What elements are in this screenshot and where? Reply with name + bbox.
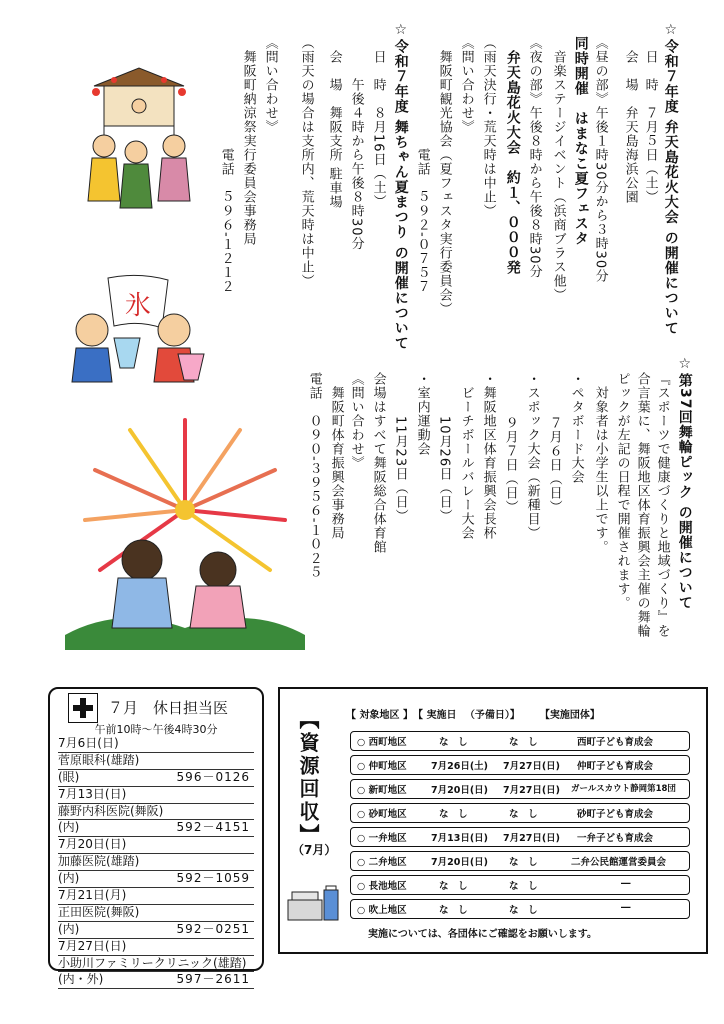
maiwa-title: ☆第37回舞輪ピック の開催について xyxy=(676,356,693,611)
resource-collection-month: （7月） xyxy=(292,843,337,857)
maiwa-inquiry-label: 《問い合わせ》 xyxy=(348,372,364,470)
bentenjima-night-part: 《夜の部》午後８時から午後８時30分 xyxy=(526,36,542,279)
holiday-doctors-list xyxy=(58,736,254,989)
resource-collection-title: 【資源回収】 xyxy=(296,709,320,847)
clinic-row: 7月20日(日) xyxy=(58,837,254,854)
resource-collection-box xyxy=(278,687,708,954)
collection-row: ○ 二弁地区 7月20日(日) な し 二弁公民館運営委員会 xyxy=(350,851,690,871)
clinic-row: (眼) 596－0126 xyxy=(58,770,254,787)
holiday-doctors-hours: 午前10時～午後4時30分 xyxy=(94,723,218,736)
bentenjima-fireworks: 弁天島花火大会 約１、０００発 xyxy=(504,50,521,275)
resource-collection-note: 実施については、各団体にご確認をお願いします。 xyxy=(368,929,597,940)
maiwa-intro-3: ピックが左記の日程で開催されます。 xyxy=(614,372,630,610)
clinic-row: 7月13日(日) xyxy=(58,787,254,804)
clinic-row: 藤野内科医院(舞阪) xyxy=(58,804,254,821)
clinic-row: 7月21日(月) xyxy=(58,888,254,905)
bentenjima-title: ☆令和７年度 弁天島花火大会 の開催について xyxy=(662,22,679,336)
maiwa-event-2-date: ９月７日（日） xyxy=(502,416,518,514)
bentenjima-concurrent: 同時開催 はまなこ夏フェスタ xyxy=(572,36,589,246)
collection-row: ○ 長池地区 な し な し ― xyxy=(350,875,690,895)
maiwa-venue: 会場はすべて舞阪総合体育館 xyxy=(370,372,386,554)
maiwa-intro-1: 『スポーツで健康づくりと地域づくり』を xyxy=(654,372,670,638)
holiday-doctors-title: ７月 休日担当医 xyxy=(108,699,229,717)
clinic-row: (内) 592－0251 xyxy=(58,922,254,939)
maichan-inquiry-label: 《問い合わせ》 xyxy=(262,36,278,134)
maiwa-event-3b: ビーチボールバレー大会 xyxy=(458,386,474,540)
bentenjima-inquiry-label: 《問い合わせ》 xyxy=(458,36,474,134)
clinic-row: 加藤医院(雄踏) xyxy=(58,854,254,871)
maiwa-org: 舞阪町体育振興会事務局 xyxy=(328,386,344,540)
ice-flag-text: 氷 xyxy=(124,291,152,321)
holiday-doctors-box xyxy=(48,687,264,987)
clinic-row: 正田医院(舞阪) xyxy=(58,905,254,922)
clinic-row: 7月6日(日) xyxy=(58,736,254,753)
clinic-row: (内) 592－4151 xyxy=(58,820,254,837)
collection-row: ○ 新町地区 7月20日(日) 7月27日(日) ガールスカウト静岡第18団 xyxy=(350,779,690,799)
medical-cross-icon xyxy=(68,693,98,723)
bentenjima-org: 舞阪町観光協会（夏フェスタ実行委員会） xyxy=(436,50,452,316)
maichan-date: 日 時 ８月16日（土） xyxy=(370,50,386,209)
maiwa-event-2: ・スポック大会（新種目） xyxy=(524,372,540,540)
maiwa-event-1: ・ペタボード大会 xyxy=(568,372,584,484)
maiwa-phone: 電話 ０９０‐３９５６‐１０２５ xyxy=(306,372,322,580)
clinic-row: 菅原眼科(雄踏) xyxy=(58,753,254,770)
maichan-title: ☆令和７年度 舞ちゃん夏まつり の開催について xyxy=(392,22,409,351)
maichan-venue: 会 場 舞阪支所 駐車場 xyxy=(326,50,342,210)
bentenjima-day-part: 《昼の部》午後１時30分から３時30分 xyxy=(592,36,608,284)
maiwa-intro-2: 合言葉に、舞阪地区体育振興会主催の舞輪 xyxy=(634,372,650,638)
bentenjima-rain: （雨天決行・荒天時は中止） xyxy=(480,36,496,218)
collection-row: ○ 砂町地区 な し な し 砂町子ども育成会 xyxy=(350,803,690,823)
bentenjima-date: 日 時 ７月５日（土） xyxy=(642,50,658,204)
fireworks-illustration xyxy=(60,400,310,650)
maiwa-event-4: ・室内運動会 xyxy=(414,372,430,456)
collection-row: ○ 吹上地区 な し な し ― xyxy=(350,899,690,919)
clinic-row: 小助川ファミリークリニック(雄踏) xyxy=(58,956,254,973)
maichan-phone: 電話 ５９６‐１２１２ xyxy=(218,148,234,294)
bentenjima-venue: 会 場 弁天島海浜公園 xyxy=(622,50,638,204)
collection-row: ○ 一弁地区 7月13日(日) 7月27日(日) 一弁子ども育成会 xyxy=(350,827,690,847)
clinic-row: 7月27日(日) xyxy=(58,939,254,956)
clinic-row: (内・外) 597－2611 xyxy=(58,972,254,989)
maiwa-intro-4: 対象者は小学生以上です。 xyxy=(592,386,608,554)
clinic-row: (内) 592－1059 xyxy=(58,871,254,888)
maiwa-event-3: ・舞阪地区体育振興会長杯 xyxy=(480,372,496,540)
maiwa-event-1-date: ７月６日（日） xyxy=(546,416,562,514)
maiwa-event-3-date: 10月26日（日） xyxy=(436,416,452,524)
bentenjima-phone: 電話 ５９２‐０７５７ xyxy=(414,148,430,294)
bon-dance-illustration xyxy=(74,66,204,216)
resource-collection-headers: 【 対象地区 】 【 実施日 （予備日）】 【実施団体】 xyxy=(346,710,600,721)
collection-row: ○ 西町地区 な し な し 西町子ども育成会 xyxy=(350,731,690,751)
bentenjima-music: 音楽ステージイベント（浜商ブラス他） xyxy=(550,50,566,302)
maiwa-event-4-date: 11月23日（日） xyxy=(392,416,408,524)
maichan-time: 午後４時から午後８時30分 xyxy=(348,78,364,251)
collection-row: ○ 仲町地区 7月26日(土) 7月27日(日) 仲町子ども育成会 xyxy=(350,755,690,775)
shaved-ice-illustration xyxy=(58,268,208,388)
maichan-rain: （雨天の場合は支所内、荒天時は中止） xyxy=(298,36,314,288)
maichan-org: 舞阪町納涼祭実行委員会事務局 xyxy=(240,50,256,246)
